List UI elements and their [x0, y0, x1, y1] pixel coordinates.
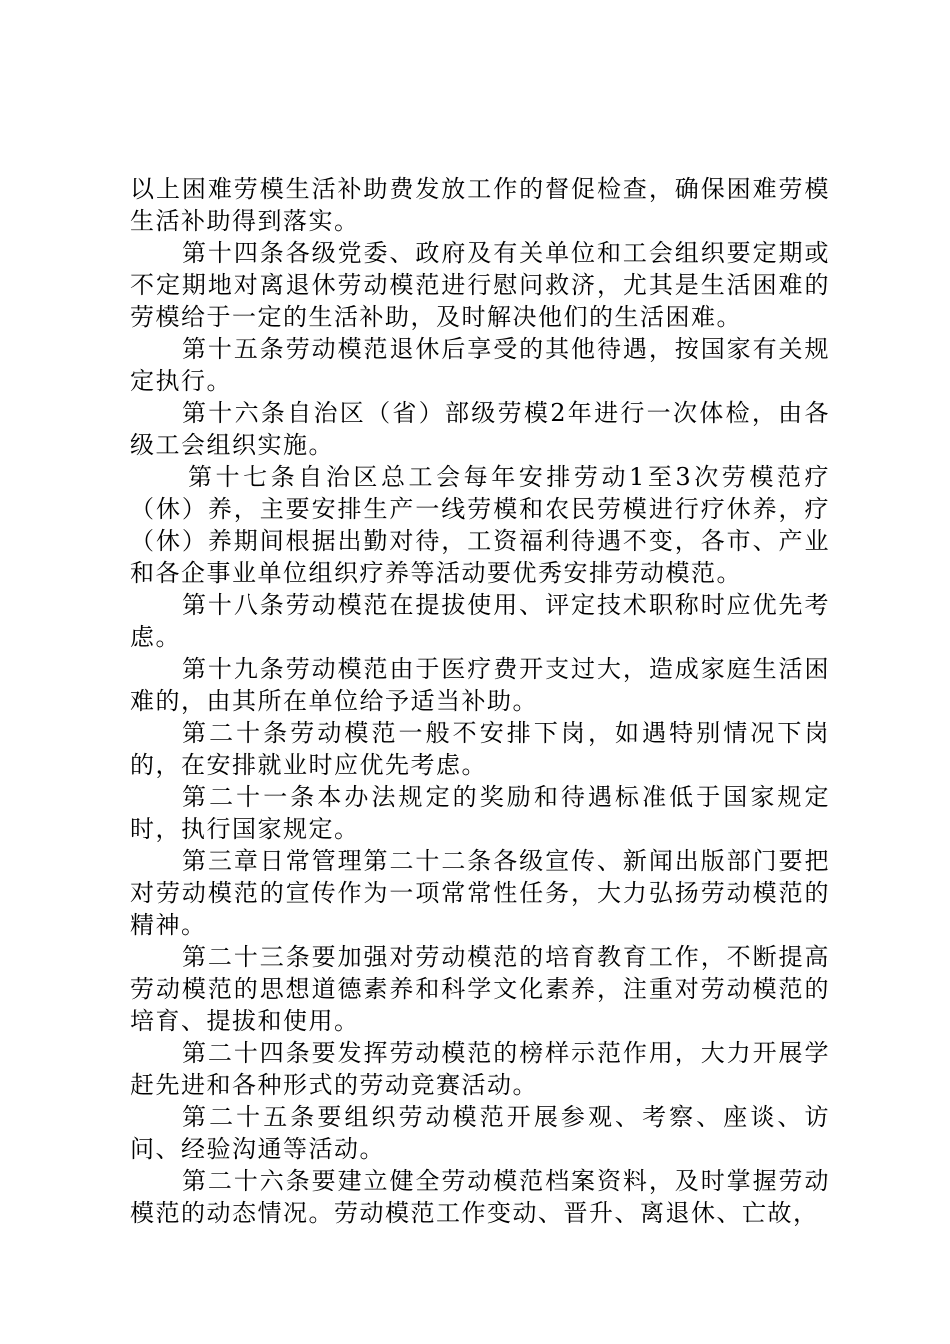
paragraph-article-23: 第二十三条要加强对劳动模范的培育教育工作，不断提高劳动模范的思想道德素养和科学文化素养，注重对劳动模范的培育、提拔和使用。 [130, 943, 830, 1035]
paragraph-article-17: 第十七条自治区总工会每年安排劳动1至3次劳模范疗（休）养，主要安排生产一线劳模和农民劳模进行疗休养，疗（休）养期间根据出勤对待，工资福利待遇不变，各市、产业和各企事业单位组织疗养等活动要优秀安排劳动模范。 [130, 463, 830, 587]
paragraph-article-18: 第十八条劳动模范在提拔使用、评定技术职称时应优先考虑。 [130, 591, 830, 651]
paragraph-article-21: 第二十一条本办法规定的奖励和待遇标准低于国家规定时，执行国家规定。 [130, 783, 830, 843]
paragraph-continuation: 以上困难劳模生活补助费发放工作的督促检查，确保困难劳模生活补助得到落实。 [130, 175, 830, 235]
paragraph-article-16: 第十六条自治区（省）部级劳模2年进行一次体检，由各级工会组织实施。 [130, 399, 830, 459]
paragraph-article-15: 第十五条劳动模范退休后享受的其他待遇，按国家有关规定执行。 [130, 335, 830, 395]
paragraph-article-26: 第二十六条要建立健全劳动模范档案资料，及时掌握劳动模范的动态情况。劳动模范工作变动、晋升、离退休、亡故， [130, 1167, 830, 1227]
paragraph-article-19: 第十九条劳动模范由于医疗费开支过大，造成家庭生活困难的，由其所在单位给予适当补助。 [130, 655, 830, 715]
paragraph-article-20: 第二十条劳动模范一般不安排下岗，如遇特别情况下岗的，在安排就业时应优先考虑。 [130, 719, 830, 779]
document-body [130, 173, 830, 1229]
paragraph-chapter-3-article-22: 第三章日常管理第二十二条各级宣传、新闻出版部门要把对劳动模范的宣传作为一项常常性任务，大力弘扬劳动模范的精神。 [130, 847, 830, 939]
paragraph-article-14: 第十四条各级党委、政府及有关单位和工会组织要定期或不定期地对离退休劳动模范进行慰问救济，尤其是生活困难的劳模给于一定的生活补助，及时解决他们的生活困难。 [130, 239, 830, 331]
paragraph-article-24: 第二十四条要发挥劳动模范的榜样示范作用，大力开展学赶先进和各种形式的劳动竞赛活动。 [130, 1039, 830, 1099]
paragraph-article-25: 第二十五条要组织劳动模范开展参观、考察、座谈、访问、经验沟通等活动。 [130, 1103, 830, 1163]
